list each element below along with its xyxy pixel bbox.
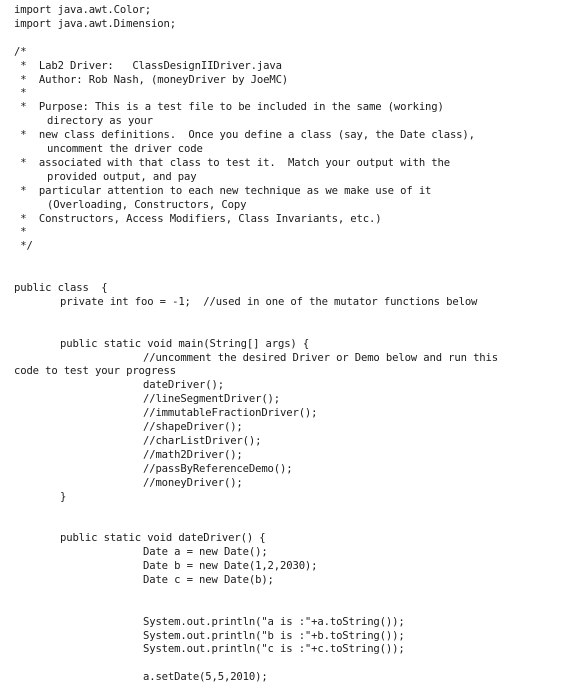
code-line: //passByReferenceDemo();: [143, 462, 293, 475]
code-line: /*: [14, 45, 27, 58]
code-line: public class {: [14, 282, 108, 294]
code-line: //moneyDriver();: [143, 476, 243, 489]
code-line: }: [60, 490, 67, 503]
code-line: (Overloading, Constructors, Copy: [47, 198, 247, 211]
code-line: //immutableFractionDriver();: [143, 407, 318, 420]
code-line: * Purpose: This is a test file to be included in the same (working): [14, 101, 444, 114]
code-line: * Lab2 Driver: ClassDesignIIDriver.java: [14, 59, 282, 72]
code-line: code to test your progress: [14, 365, 176, 378]
code-line: //charListDriver();: [143, 434, 262, 447]
code-line: //shapeDriver();: [143, 421, 243, 433]
code-line: System.out.println("b is :"+b.toString());: [143, 629, 405, 642]
code-line: System.out.println("c is :"+c.toString());: [143, 643, 405, 656]
code-line: public static void main(String[] args) {: [60, 337, 310, 350]
code-line: Date a = new Date();: [143, 546, 268, 559]
code-line: directory as your: [47, 115, 153, 128]
code-line: uncomment the driver code: [47, 143, 203, 155]
code-line: * particular attention to each new technique as we make use of it: [14, 184, 432, 197]
code-line: import java.awt.Color;: [14, 4, 152, 16]
code-line: //math2Driver();: [143, 448, 243, 461]
code-line: a.setDate(5,5,2010);: [143, 671, 268, 684]
code-line: //lineSegmentDriver();: [143, 393, 281, 406]
code-line: * Constructors, Access Modifiers, Class Invariants, etc.): [14, 212, 382, 225]
code-line: public static void dateDriver() {: [60, 532, 266, 545]
code-line: * associated with that class to test it. Match your output with the: [14, 156, 450, 169]
code-line: * new class definitions. Once you define a class (say, the Date class),: [14, 129, 475, 142]
code-line: * Author: Rob Nash, (moneyDriver by JoeMC): [14, 73, 289, 86]
code-line: */: [14, 240, 33, 253]
code-line: provided output, and pay: [47, 170, 197, 183]
code-line: //uncomment the desired Driver or Demo below and run this: [143, 351, 498, 364]
code-line: Date c = new Date(b);: [143, 573, 274, 586]
code-line: Date b = new Date(1,2,2030);: [143, 560, 318, 572]
code-line: dateDriver();: [143, 379, 224, 392]
code-line: System.out.println("a is :"+a.toString());: [143, 615, 405, 628]
code-line: *: [14, 87, 27, 100]
code-line: import java.awt.Dimension;: [14, 17, 176, 30]
code-line: *: [14, 226, 27, 239]
code-line: private int foo = -1; //used in one of the mutator functions below: [60, 295, 478, 308]
